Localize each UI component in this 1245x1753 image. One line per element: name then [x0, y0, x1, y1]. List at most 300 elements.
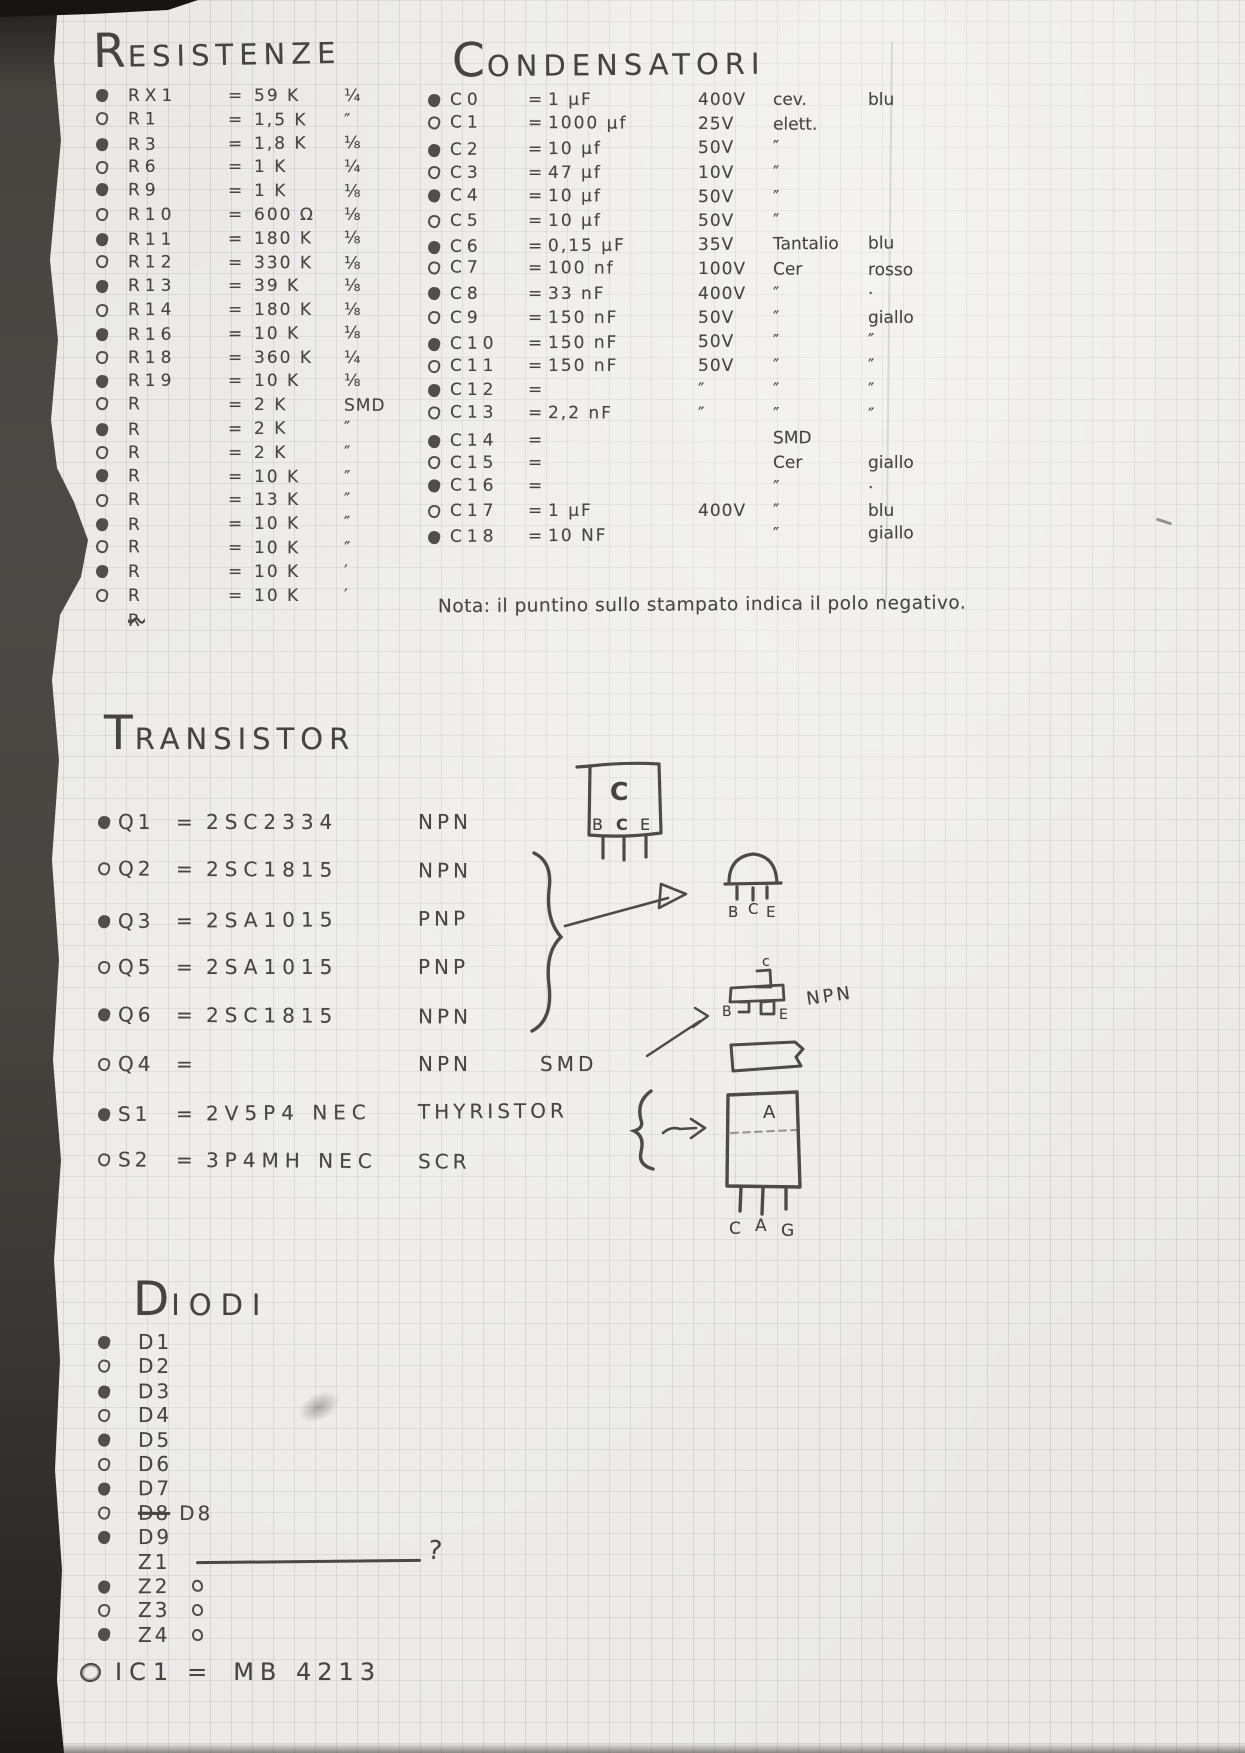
bullet-dot	[97, 1432, 112, 1447]
transistor-row	[98, 943, 660, 991]
bullet-dot	[95, 564, 109, 579]
bullet-dot	[427, 286, 441, 301]
resistor-name: R16	[127, 324, 177, 345]
smd-type-label: NPN	[805, 982, 855, 1010]
equals-sign: =	[527, 113, 543, 134]
diode-row	[98, 1403, 246, 1427]
capacitor-name: C9	[450, 307, 483, 328]
resistor-name: R	[128, 585, 145, 606]
equals-sign: =	[528, 501, 543, 522]
diodes-list	[98, 1330, 246, 1647]
capacitor-type: Cer	[773, 452, 803, 473]
diode-row	[98, 1476, 246, 1502]
capacitor-name: C11	[450, 356, 499, 377]
capacitor-name: C10	[449, 333, 499, 354]
capacitor-color: giallo	[868, 452, 914, 473]
equals-sign: =	[228, 371, 243, 392]
resistor-row	[96, 511, 404, 537]
resistor-row	[96, 107, 404, 133]
equals-sign: =	[227, 133, 243, 154]
equals-sign: =	[228, 490, 243, 511]
resistor-name: R1	[127, 108, 161, 130]
resistor-name: R13	[128, 276, 177, 297]
capacitor-row	[428, 354, 963, 378]
capacitor-type: ″	[772, 187, 780, 208]
capacitor-type: ″	[772, 524, 780, 545]
capacitor-value: 150 nF	[548, 307, 619, 328]
resistor-row	[96, 416, 404, 442]
transistor-part-number: 3P4MH NEC	[205, 1147, 378, 1173]
diode-name-crossed-out: D8	[137, 1500, 171, 1525]
capacitor-color: blu	[868, 501, 895, 522]
equals-sign: =	[227, 466, 243, 487]
resistor-wattage: ″	[343, 513, 352, 534]
ic-name: IC1	[115, 1658, 176, 1686]
pkg-front-pin-b: B	[592, 815, 603, 834]
equals-sign: =	[228, 276, 243, 297]
z1-question-mark: ?	[426, 1535, 444, 1567]
resistor-row	[96, 321, 404, 347]
equals-sign: =	[175, 1101, 193, 1127]
transistor-name: S2	[117, 1147, 152, 1172]
equals-sign: =	[228, 347, 243, 368]
capacitor-row	[428, 88, 963, 112]
torn-paper-edge	[0, 0, 96, 1753]
resistor-row	[96, 178, 404, 204]
resistor-value: 10 K	[253, 538, 301, 559]
bullet-dot	[95, 350, 109, 365]
capacitor-value: 47 µf	[548, 162, 602, 183]
capacitor-type: ″	[772, 477, 780, 498]
bullet-dot	[97, 1057, 111, 1072]
capacitor-color: blu	[868, 90, 895, 111]
capacitor-row	[428, 161, 963, 185]
diode-row	[98, 1354, 246, 1379]
resistor-row	[96, 274, 404, 298]
resistor-name: R10	[128, 204, 177, 225]
equals-sign: =	[175, 857, 193, 882]
bullet-dot	[95, 539, 110, 554]
transistor-name: Q2	[117, 856, 155, 882]
equals-sign: =	[528, 283, 543, 304]
to92-pin-c: C	[748, 900, 759, 918]
resistor-row	[96, 392, 404, 418]
capacitor-name: C8	[450, 283, 483, 304]
bullet-dot	[97, 1457, 111, 1472]
transistor-row	[98, 1086, 660, 1139]
capacitor-row	[428, 378, 963, 402]
transistor-part-number: 2SA1015	[205, 907, 339, 933]
bullet-dot	[95, 207, 109, 222]
diode-name: D6	[138, 1452, 173, 1477]
transistor-name: Q3	[117, 908, 155, 934]
resistor-value: 1,5 K	[253, 109, 308, 131]
equals-sign: =	[187, 1658, 208, 1686]
capacitor-row	[428, 282, 963, 306]
bullet-dot	[427, 530, 441, 545]
bullet-dot	[95, 588, 109, 603]
equals-sign: =	[527, 185, 543, 206]
capacitor-voltage: 400V	[698, 283, 747, 304]
bullet-dot	[427, 260, 442, 275]
to92-pin-b: B	[728, 903, 739, 921]
equals-sign: =	[527, 258, 543, 279]
capacitor-color: giallo	[868, 307, 914, 328]
diode-row	[98, 1573, 246, 1599]
capacitor-color: ″	[868, 380, 875, 401]
resistor-row	[96, 584, 404, 608]
diode-row	[98, 1330, 246, 1354]
resistor-wattage: ⅛	[343, 132, 362, 153]
bullet-dot	[97, 1107, 111, 1122]
capacitor-row	[428, 473, 963, 500]
bullet-dot	[95, 137, 109, 152]
bullet-dot	[95, 374, 109, 389]
bullet-dot	[95, 183, 110, 198]
capacitor-type: ″	[772, 405, 780, 426]
capacitor-row	[428, 499, 963, 523]
resistor-value: 10 K	[253, 513, 301, 535]
resistor-name: R14	[128, 300, 177, 321]
equals-sign: =	[227, 537, 243, 558]
resistor-row	[96, 84, 404, 108]
diode-side-dot	[192, 1604, 203, 1616]
equals-sign: =	[176, 810, 193, 835]
equals-sign: =	[528, 211, 543, 232]
resistor-value: 330 K	[253, 252, 314, 273]
capacitor-name: C4	[449, 185, 483, 206]
diode-name: Z4	[138, 1622, 171, 1647]
pencil-smudge	[292, 1384, 346, 1430]
capacitor-value: 150 nF	[548, 356, 619, 377]
capacitor-voltage: ″	[698, 380, 706, 401]
equals-sign: =	[528, 162, 543, 183]
bullet-dot	[95, 468, 110, 483]
bullet-dot	[427, 455, 441, 470]
pkg-front-top-label: C	[610, 777, 629, 806]
resistor-name: R	[127, 515, 145, 536]
resistor-name: R6	[128, 157, 161, 178]
diode-row	[98, 1452, 246, 1476]
capacitor-row	[428, 401, 963, 428]
capacitor-type: ″	[773, 501, 780, 522]
equals-sign: =	[528, 380, 543, 401]
equals-sign: =	[228, 204, 243, 225]
capacitor-color: blu	[867, 233, 895, 254]
transistor-row	[98, 990, 660, 1042]
resistor-wattage: ⅛	[344, 204, 362, 225]
diode-row	[98, 1427, 246, 1452]
to220-inner-label: A	[763, 1102, 776, 1123]
diode-name: Z1	[138, 1549, 171, 1574]
equals-sign: =	[227, 323, 243, 345]
equals-sign: =	[227, 252, 243, 273]
capacitor-name: C6	[449, 236, 483, 258]
resistor-wattage: ⅛	[344, 300, 362, 321]
bullet-dot	[427, 359, 441, 374]
diodes-heading: DIODI	[133, 1272, 270, 1327]
capacitor-voltage: 50V	[698, 211, 735, 232]
resistor-row	[96, 130, 404, 156]
capacitor-voltage: 10V	[698, 162, 735, 183]
transistor-row	[98, 1040, 660, 1088]
bullet-dot	[95, 518, 109, 533]
diode-name: D8	[179, 1500, 214, 1526]
capacitor-row	[428, 256, 963, 283]
resistor-wattage: ¼	[344, 85, 362, 106]
capacitor-voltage: 50V	[697, 186, 735, 208]
capacitor-type: ″	[773, 380, 780, 401]
resistor-wattage: ⅛	[344, 276, 362, 297]
bullet-dot	[97, 1481, 111, 1496]
equals-sign: =	[528, 452, 543, 473]
resistor-wattage: ′	[344, 561, 349, 582]
resistor-wattage: ″	[343, 110, 352, 131]
bullet-dot	[95, 88, 109, 103]
capacitor-name: C15	[450, 452, 499, 473]
diode-name: D2	[137, 1354, 173, 1379]
capacitor-type: SMD	[772, 427, 812, 449]
bullet-dot	[95, 160, 109, 175]
resistor-value: 10 K	[253, 323, 301, 344]
capacitor-row	[428, 134, 963, 162]
capacitor-row	[428, 306, 963, 330]
transistors-list	[98, 798, 660, 1185]
capacitor-color: giallo	[867, 523, 914, 545]
capacitor-type: ″	[773, 356, 780, 377]
diode-name: D1	[138, 1330, 173, 1355]
equals-sign: =	[175, 1002, 193, 1027]
diode-row	[98, 1500, 246, 1525]
capacitor-type: Cer	[772, 259, 803, 281]
capacitor-value: 10 µf	[547, 185, 602, 207]
equals-sign: =	[528, 356, 543, 377]
capacitor-name: C17	[450, 501, 499, 522]
bullet-dot	[97, 1603, 111, 1618]
capacitor-row	[428, 425, 963, 453]
transistor-part-number: 2SC1815	[205, 857, 339, 883]
ic-row	[80, 1658, 381, 1686]
bullet-dot	[427, 188, 442, 203]
polarity-note: Nota: il puntino sullo stampato indica il polo negativo.	[437, 592, 967, 618]
transistor-part-number: 2SA1015	[206, 955, 339, 980]
bullet-dot	[427, 504, 441, 519]
capacitor-type: ″	[772, 331, 780, 352]
equals-sign: =	[527, 403, 543, 424]
to220-pin-g: G	[781, 1221, 795, 1241]
capacitor-value: 1 µF	[548, 90, 593, 111]
resistor-name: R12	[127, 251, 177, 273]
equals-sign: =	[228, 585, 243, 606]
capacitor-name: C13	[449, 403, 499, 424]
capacitor-voltage: 100V	[697, 259, 747, 280]
capacitor-value: 10 NF	[547, 526, 608, 547]
bullet-dot	[427, 143, 441, 158]
bullet-dot	[97, 1006, 112, 1021]
diode-side-dot	[192, 1629, 203, 1641]
capacitor-value: 100 nf	[547, 258, 615, 279]
resistor-name: R11	[127, 229, 177, 250]
resistor-row	[96, 250, 404, 276]
equals-sign: =	[227, 109, 243, 130]
resistor-value: 10 K	[254, 561, 301, 582]
capacitor-color: ·	[867, 478, 874, 499]
bullet-dot	[427, 165, 441, 180]
bullet-dot	[95, 111, 110, 126]
diode-row	[98, 1598, 246, 1622]
capacitor-type: ″	[773, 307, 780, 328]
bullet-dot	[95, 302, 109, 317]
resistor-wattage: ″	[344, 490, 352, 511]
capacitor-name: C3	[450, 162, 483, 183]
capacitor-value: 1000 µf	[547, 113, 628, 134]
resistor-value: 600 Ω	[254, 204, 315, 225]
bullet-dot	[95, 493, 109, 508]
bullet-dot	[427, 478, 442, 493]
capacitor-type: elett.	[772, 114, 818, 136]
bullet-dot	[97, 1408, 111, 1423]
bullet-dot	[97, 1152, 112, 1167]
resistor-row	[96, 346, 404, 370]
thyristor-package-diagram	[727, 1092, 800, 1214]
equals-sign: =	[227, 514, 243, 535]
transistor-name: S1	[117, 1102, 152, 1127]
to220-tab-diagram	[731, 1042, 803, 1071]
stray-pencil-mark	[1156, 518, 1172, 526]
scan-artifact-top-edge	[0, 0, 198, 17]
resistor-wattage: ″	[343, 467, 352, 488]
resistor-row	[96, 155, 404, 179]
diode-name: D3	[137, 1378, 173, 1404]
equals-sign: =	[227, 228, 243, 249]
transistor-polarity: SCR	[417, 1149, 471, 1174]
equals-sign: =	[227, 419, 243, 440]
transistor-package-to92-diagram	[725, 854, 781, 900]
resistor-name: R3	[127, 134, 161, 155]
bullet-dot	[427, 336, 441, 351]
resistor-value: 10 K	[254, 371, 301, 392]
transistor-package-smd-diagram	[730, 970, 784, 1014]
resistor-wattage: ⅛	[343, 181, 362, 202]
equals-sign: =	[528, 307, 543, 328]
bullet-dot	[97, 1359, 112, 1374]
paper-bottom-edge-shadow	[0, 1743, 1245, 1753]
resistor-value: 2 K	[253, 418, 288, 440]
capacitor-type: ″	[773, 211, 780, 232]
resistor-wattage: ″	[344, 442, 352, 463]
capacitor-voltage: 50V	[697, 138, 735, 159]
capacitor-voltage: 35V	[697, 234, 735, 256]
resistor-value: 180 K	[253, 228, 314, 249]
resistor-name: R	[127, 465, 145, 486]
resistor-value: 10 K	[253, 466, 301, 487]
capacitor-value: 150 nF	[547, 332, 619, 354]
resistor-row	[96, 370, 404, 394]
resistor-row	[96, 606, 404, 632]
resistor-row	[96, 441, 404, 465]
bullet-dot	[97, 861, 112, 876]
capacitor-value: 1 µF	[548, 501, 593, 522]
equals-sign: =	[527, 333, 543, 354]
bullet-dot	[95, 423, 109, 438]
resistor-row	[96, 489, 404, 513]
bullet-dot	[97, 1530, 111, 1545]
bullet-dot	[97, 960, 111, 975]
resistor-wattage: ′	[344, 585, 349, 606]
diode-row	[98, 1623, 246, 1647]
bullet-dot	[97, 1505, 112, 1520]
capacitor-row	[428, 451, 963, 475]
bullet-dot	[97, 815, 111, 830]
capacitor-name: C1	[449, 112, 483, 133]
transistor-row	[98, 893, 660, 946]
resistor-value: 1 K	[254, 157, 288, 178]
resistor-value: 10 K	[254, 585, 301, 606]
capacitor-voltage: 50V	[697, 331, 735, 352]
equals-sign: =	[227, 180, 243, 202]
equals-sign: =	[527, 476, 543, 497]
ic-part-number: MB 4213	[233, 1658, 382, 1686]
bullet-dot	[97, 1335, 111, 1350]
resistor-name: R18	[128, 347, 177, 368]
smd-pin-e: E	[779, 1007, 788, 1023]
resistor-name: R9	[127, 180, 161, 201]
transistors-heading: TRANSISTOR	[104, 706, 356, 761]
resistor-name: R	[128, 442, 145, 463]
equals-sign: =	[228, 442, 243, 463]
capacitor-voltage: 400V	[698, 90, 747, 111]
resistor-wattage: ⅛	[343, 322, 362, 344]
transistor-part-number: 2SC2334	[206, 810, 339, 835]
resistor-value: 360 K	[254, 347, 313, 368]
to220-pin-c: C	[729, 1219, 741, 1239]
capacitors-list	[428, 88, 963, 548]
bullet-dot	[427, 405, 442, 420]
capacitor-value: 10 µf	[547, 139, 602, 160]
bullet-ring	[78, 1660, 103, 1684]
diode-row	[98, 1378, 246, 1404]
resistor-wattage: ⅛	[343, 253, 362, 274]
equals-sign: =	[527, 236, 543, 257]
transistor-name: Q6	[117, 1002, 155, 1027]
bullet-dot	[95, 279, 109, 294]
equals-sign: =	[527, 139, 543, 160]
transistor-polarity: NPN	[418, 810, 472, 835]
capacitor-voltage: ″	[697, 404, 706, 425]
resistor-value: 2 K	[254, 442, 288, 463]
capacitor-voltage: 400V	[698, 501, 747, 522]
capacitor-color: ″	[867, 405, 875, 426]
capacitor-voltage: 50V	[698, 307, 735, 328]
capacitor-row	[428, 209, 963, 233]
to92-pin-e: E	[766, 903, 776, 921]
diode-name: Z2	[137, 1574, 171, 1599]
transistor-part-number: 2V5P4 NEC	[205, 1100, 372, 1126]
capacitor-voltage: 25V	[697, 114, 735, 135]
resistor-name: R19	[128, 371, 177, 392]
bullet-dot	[97, 1627, 111, 1642]
pkg-front-pin-c: C	[616, 815, 628, 834]
capacitor-row	[428, 521, 963, 549]
resistors-list	[96, 84, 404, 631]
bullet-dot	[427, 310, 441, 325]
equals-sign: =	[175, 908, 193, 933]
equals-sign: =	[227, 395, 243, 416]
capacitor-name: C14	[449, 430, 499, 451]
diode-name: D4	[138, 1403, 173, 1428]
diode-name: Z3	[138, 1598, 171, 1623]
diode-name: D5	[137, 1427, 173, 1452]
